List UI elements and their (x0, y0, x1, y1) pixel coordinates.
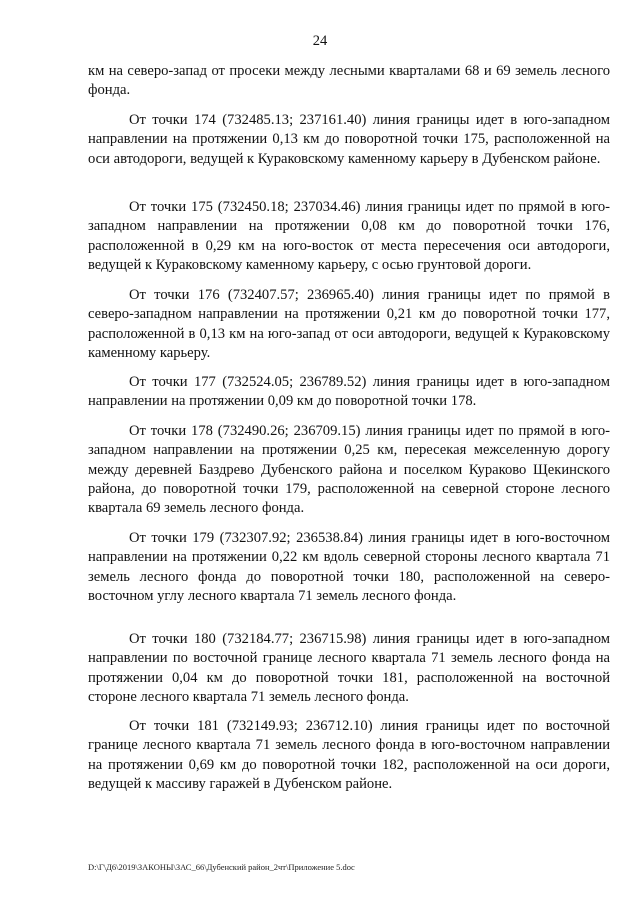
paragraph-point-176: От точки 176 (732407.57; 236965.40) линия границы идет по прямой в северо-западном направлении на протяжении 0,21 км до поворотной точки 177, расположенной в 0,13 км на юго-запад от оси автодороги, ведущей к Кураковскому каменному карьеру. (88, 287, 610, 361)
paragraph-point-179: От точки 179 (732307.92; 236538.84) линия границы идет в юго-восточном направлении на протяжении 0,22 км вдоль северной стороны лесного квартала 71 земель лесного фонда до поворотной точки 180, расположенной на северо-восточном углу лесного квартала 71 земель лесного фонда. (88, 530, 610, 604)
paragraph-point-181: От точки 181 (732149.93; 236712.10) линия границы идет по восточной границе лесного квартала 71 земель лесного фонда в юго-восточном направлении на протяжении 0,69 км до поворотной точки 182, расположенной на оси дороги, ведущей к массиву гаражей в Дубенском районе. (88, 718, 610, 792)
paragraph-point-177: От точки 177 (732524.05; 236789.52) линия границы идет в юго-западном направлении на протяжении 0,09 км до поворотной точки 178. (88, 374, 610, 410)
paragraph-point-180: От точки 180 (732184.77; 236715.98) линия границы идет в юго-западном направлении по восточной границе лесного квартала 71 земель лесного фонда на протяжении 0,04 км до поворотной точки 181, расположенной на восточной стороне лесного квартала 71 земель лесного фонда. (88, 631, 610, 705)
footer-file-path: D:\Г\Д6\2019\ЗАКОНЫ\ЗАС_66\Дубенский район_2чт\Приложение 5.doc (88, 862, 355, 872)
paragraph-point-178: От точки 178 (732490.26; 236709.15) линия границы идет по прямой в юго-западном направлении на протяжении 0,25 км, пересекая межселенную дорогу между деревней Баздрево Дубенского района и поселком Кураково Щекинского района, до поворотной точки 179, расположенной на северной стороне лесного квартала 69 земель лесного фонда. (88, 423, 610, 517)
page-number: 24 (312, 33, 328, 49)
paragraph-point-175: От точки 175 (732450.18; 237034.46) линия границы идет по прямой в юго-западном направлении на протяжении 0,08 км до поворотной точки 176, расположенной в 0,29 км на юго-восток от места пересечения оси автодороги, ведущей к Кураковскому каменному карьеру, с осью грунтовой дороги. (88, 199, 610, 273)
paragraph-continuation: км на северо-запад от просеки между лесными кварталами 68 и 69 земель лесного фонда. (88, 63, 610, 99)
paragraph-point-174: От точки 174 (732485.13; 237161.40) линия границы идет в юго-западном направлении на протяжении 0,13 км до поворотной точки 175, расположенной на оси автодороги, ведущей к Кураковскому каменному карьеру в Дубенском районе. (88, 112, 610, 167)
